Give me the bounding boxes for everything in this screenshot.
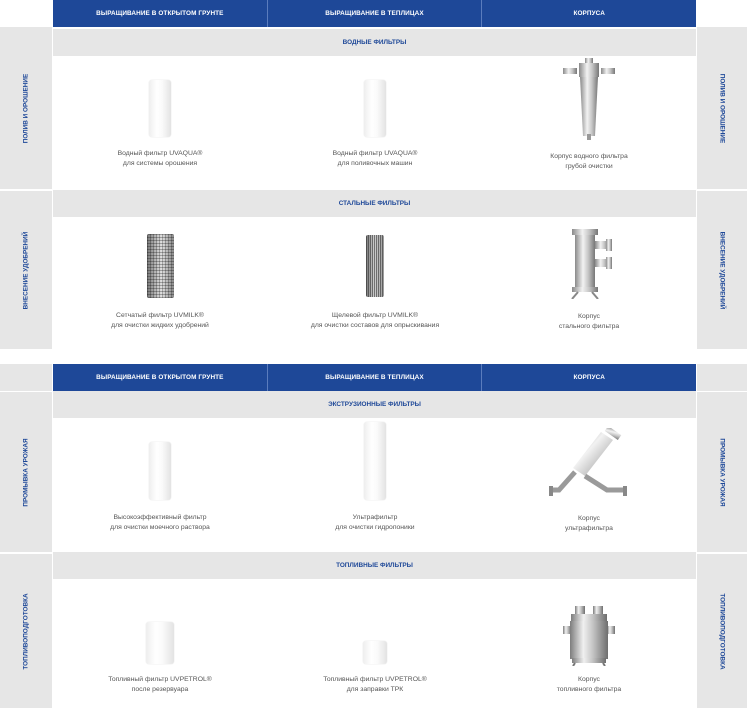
product-purpose: ультрафильтра [565, 525, 613, 532]
row-label-irrigation-right: ПОЛИВ И ОРОШЕНИЕ [697, 27, 747, 189]
product-name: Высокоэффективный фильтр [113, 514, 207, 521]
category-band-water-filters: ВОДНЫЕ ФИЛЬТРЫ [53, 29, 696, 56]
slotted-cartridge-image [366, 235, 384, 297]
row-label-fuel-preparation: ТОПЛИВОПОДГОТОВКА [0, 554, 52, 708]
row-label-fertilizing: ВНЕСЕНИЕ УДОБРЕНИЙ [0, 191, 52, 349]
steel-tank-housing-image [563, 606, 615, 666]
product-purpose: для поливочных машин [337, 160, 413, 167]
product-card[interactable] [53, 234, 267, 331]
column-header-housings: КОРПУСА [573, 374, 605, 381]
white-cartridge-image [149, 442, 171, 500]
corner-cell-left [0, 364, 52, 391]
column-header-greenhouse: ВЫРАЩИВАНИЕ В ТЕПЛИЦАХ [268, 0, 483, 27]
product-name: Корпус [578, 313, 600, 320]
product-name: Корпус [578, 515, 600, 522]
column-header-open-ground: ВЫРАЩИВАНИЕ В ОТКРЫТОМ ГРУНТЕ [53, 364, 268, 391]
steel-housing-image [562, 227, 616, 299]
product-card[interactable] [482, 428, 696, 534]
product-name: Щелевой фильтр UVMILK® [331, 312, 419, 319]
column-header-open-ground: ВЫРАЩИВАНИЕ В ОТКРЫТОМ ГРУНТЕ [53, 0, 268, 27]
column-header-row [53, 0, 696, 27]
category-band-extrusion-filters: ЭКСТРУЗИОННЫЕ ФИЛЬТРЫ [53, 391, 696, 418]
category-band-fuel-filters: ТОПЛИВНЫЕ ФИЛЬТРЫ [53, 552, 696, 579]
corner-cell-right [697, 364, 747, 391]
row-label-irrigation: ПОЛИВ И ОРОШЕНИЕ [0, 27, 52, 189]
mesh-cartridge-image [147, 234, 174, 298]
angled-steel-housing-image [549, 428, 629, 500]
product-purpose: после резервуара [131, 686, 189, 693]
product-purpose: для заправки ТРК [346, 686, 404, 693]
white-cartridge-image [146, 622, 174, 664]
product-purpose: для очистки гидропоники [335, 524, 415, 531]
row-label-crop-washing: ПРОМЫВКА УРОЖАЯ [0, 392, 52, 552]
product-name: Ультрафильтр [352, 514, 398, 521]
small-white-cartridge-image [363, 641, 387, 664]
product-name: Сетчатый фильтр UVMILK® [116, 312, 204, 319]
long-white-cartridge-image [364, 422, 386, 500]
product-card[interactable] [53, 442, 267, 533]
product-name: Водный фильтр UVAQUA® [117, 150, 203, 157]
product-card[interactable] [268, 641, 482, 695]
white-cartridge-image [149, 80, 171, 137]
product-name: Водный фильтр UVAQUA® [332, 150, 418, 157]
product-card[interactable] [268, 80, 482, 169]
product-purpose: для системы орошения [122, 160, 198, 167]
column-header-row [53, 364, 696, 391]
category-band-steel-filters: СТАЛЬНЫЕ ФИЛЬТРЫ [53, 190, 696, 217]
column-header-greenhouse: ВЫРАЩИВАНИЕ В ТЕПЛИЦАХ [268, 364, 483, 391]
product-card[interactable] [482, 227, 696, 332]
product-purpose: для очистки составов для опрыскивания [310, 322, 440, 329]
product-card[interactable] [482, 58, 696, 172]
product-name: Топливный фильтр UVPETROL® [108, 676, 212, 683]
column-header-housings: КОРПУСА [573, 10, 605, 17]
row-label-crop-washing-right: ПРОМЫВКА УРОЖАЯ [697, 392, 747, 552]
product-name: Корпус [578, 676, 600, 683]
product-purpose: топливного фильтра [556, 686, 622, 693]
product-name: Корпус водного фильтра [550, 153, 628, 160]
row-label-fertilizing-right: ВНЕСЕНИЕ УДОБРЕНИЙ [697, 191, 747, 349]
product-card[interactable] [268, 235, 482, 331]
product-purpose: грубой очистки [565, 163, 613, 170]
product-card[interactable] [268, 422, 482, 533]
product-card[interactable] [53, 622, 267, 695]
product-card[interactable] [482, 606, 696, 695]
product-purpose: стального фильтра [558, 323, 620, 330]
product-purpose: для очистки моечного раствора [110, 524, 210, 531]
row-label-fuel-preparation-right: ТОПЛИВОПОДГОТОВКА [697, 554, 747, 708]
steel-housing-image [559, 58, 619, 140]
product-card[interactable] [53, 80, 267, 169]
product-name: Топливный фильтр UVPETROL® [323, 676, 427, 683]
white-cartridge-image [364, 80, 386, 137]
product-purpose: для очистки жидких удобрений [111, 322, 209, 329]
